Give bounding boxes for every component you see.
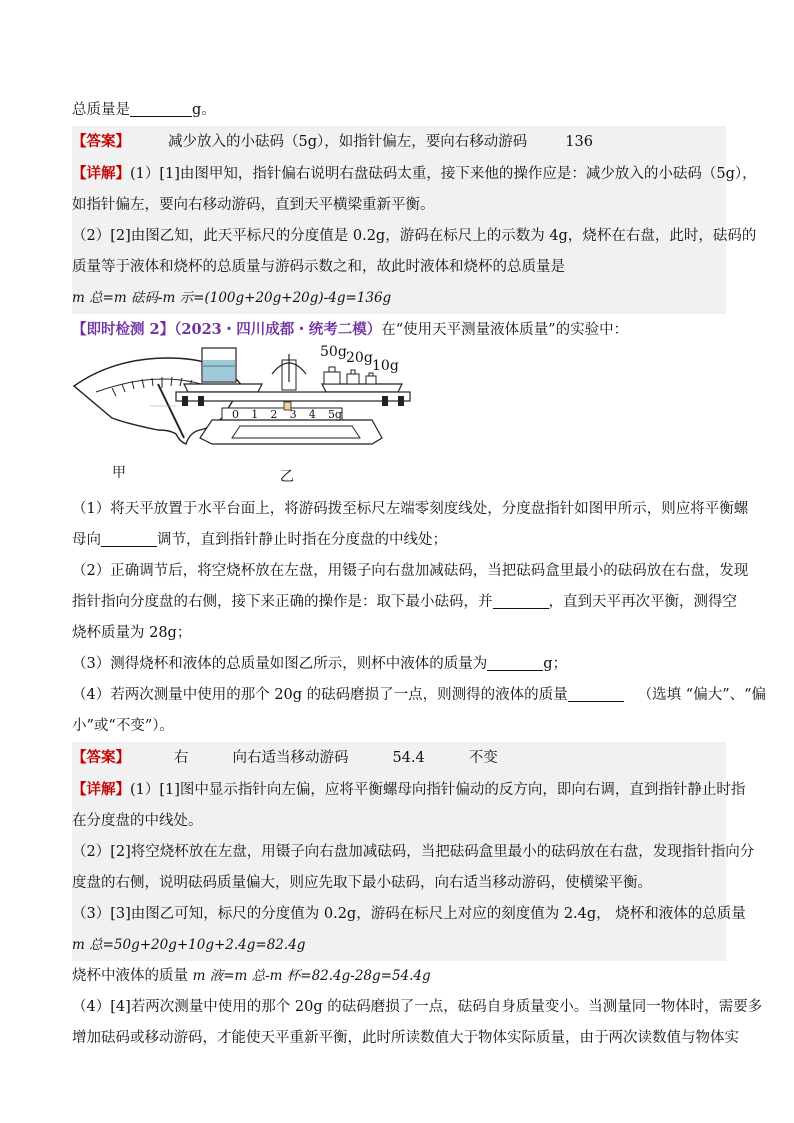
question-line-total-mass: 总质量是 g。	[72, 102, 216, 118]
detail-block: 【详解】(1）[1]由图甲知，指针偏右说明右盘砝码太重，接下来他的操作应是：减少放入的小砝码（5g）， 如指针偏左，要向右移动游码，直到天平横梁重新平衡。 （2）[2]由图乙知，此天平标尺的分度值是 0.2g，游码在标尺上的示数为 4g，烧杯在右盘，此时，砝码的 质量等于液体和烧杯的总质量与游码示数之和，故此时液体和烧杯的总质量是 m 总=m 砝码-m 示=(100g+20g+20g)-4g=136g	[72, 158, 726, 314]
figure-label-yi: 乙	[280, 469, 294, 485]
document-page: 总质量是 g。 【答案】 减少放入的小砝码（5g），如指针偏左，要向右移动游码 136 【详解】(1）[1]由图甲知，指针偏右说明右盘砝码太重，接下来他的操作应是：减少放入的小砝码（5g）， 如指针偏左，要向右移动游码，直到天平横梁重新平衡。 （2）[2]由图乙知，此天平标尺的分度值是 0.2g，游码在标尺上的示数为 4g，烧杯在右盘，此时，砝码的 质量等于液体和烧杯的总质量与游码示数之和，故此时液体和烧杯的总质量是 m 总=m 砝码-m 示=(100g+20g+20g)-4g=136g 【即时检测 2】（2023・四川成都・统考二模）在“使用天平测量液体质量”的实验中： 50g 20g 10g 0 1 2 3 4 5g 甲 乙 （1）将天平放置于水平台面上，将游码拨至标尺左端零刻度线处，分度盘指针如图甲所示，则应将平衡螺 母向 调节，直到指针静止时指在分度盘的中线处； （2）正确调节后，将空烧杯放在左盘，用镊子向右盘加减砝码，当把砝码盒里最小的砝码放在右盘，发现 指针指向分度盘的右侧，接下来正确的操作是：取下最小砝码，并 ，直到天平再次平衡，测得空 烧杯质量为 28g； （3）测得烧杯和液体的总质量如图乙所示，则杯中液体的质量为 g； （4）若两次测量中使用的那个 20g 的砝码磨损了一点，则测得的液体的质量 （选填 “偏大”、“偏 小”或“不变”）。 【答案】 右 向右适当移动游码 54.4 不变 【详解】(1）[1]图中显示指针向左偏，应将平衡螺母向指针偏动的反方向，即向右调，直到指针静止时指 在分度盘的中线处。 （2）[2]将空烧杯放在左盘，用镊子向右盘加减砝码，当把砝码盒里最小的砝码放在右盘，发现指针指向分 度盘的右侧，说明砝码质量偏大，则应先取下最小砝码，向右适当移动游码，使横梁平衡。 （3）[3]由图乙可知，标尺的分度值为 0.2g，游码在标尺上对应的刻度值为 2.4g， 烧杯和液体的总质量 m 总=50g+20g+10g+2.4g=82.4g 烧杯中液体的质量 m 液=m 总-m 杯=82.4g-28g=54.4g （4）[4]若两次测量中使用的那个 20g 的砝码磨损了一点，砝码自身质量变小。当测量同一物体时，需要多 增加砝码或移动游码，才能使天平重新平衡，此时所读数值大于物体实际质量，由于两次读数值与物体实	[72, 95, 726, 1054]
answer-row-2: 【答案】 右 向右适当移动游码 54.4 不变	[72, 742, 726, 774]
answer-blank	[487, 654, 543, 671]
formula-total-mass: m 总=m 砝码-m 示=(100g+20g+20g)-4g=136g	[72, 290, 392, 306]
detail-label: 【详解】	[72, 165, 130, 182]
answer-blank	[101, 530, 157, 547]
quiz-tag: 【即时检测 2】（2023・四川成都・统考二模）	[72, 321, 382, 338]
balance-illustration	[72, 346, 726, 494]
answer-row: 【答案】 减少放入的小砝码（5g），如指针偏左，要向右移动游码 136	[72, 126, 726, 158]
figure-label-jia: 甲	[112, 465, 126, 481]
answer-blank	[130, 100, 192, 117]
weight-label-50g: 50g	[320, 344, 347, 360]
answer-label: 【答案】	[72, 749, 130, 766]
figure-balance	[72, 346, 726, 494]
answer-blank	[493, 592, 549, 609]
quiz-heading: 【即时检测 2】（2023・四川成都・统考二模）在“使用天平测量液体质量”的实验中：	[72, 321, 629, 338]
answer-label: 【答案】	[72, 133, 130, 150]
scale-tick-labels: 0 1 2 3 4 5g	[232, 408, 342, 421]
answer-blank	[568, 685, 624, 702]
question-block: （1）将天平放置于水平台面上，将游码拨至标尺左端零刻度线处，分度盘指针如图甲所示，则应将平衡螺 母向 调节，直到指针静止时指在分度盘的中线处； （2）正确调节后，将空烧杯放在左盘，用镊子向右盘加减砝码，当把砝码盒里最小的砝码放在右盘，发现 指针指向分度盘的右侧，接下来正确的操作是：取下最小砝码，并 ，直到天平再次平衡，测得空 烧杯质量为 28g； （3）测得烧杯和液体的总质量如图乙所示，则杯中液体的质量为 g； （4）若两次测量中使用的那个 20g 的砝码磨损了一点，则测得的液体的质量 （选填 “偏大”、“偏 小”或“不变”）。	[72, 501, 767, 734]
weight-label-20g: 20g	[346, 350, 373, 366]
formula-total-mass-2: m 总=50g+20g+10g+2.4g=82.4g	[72, 937, 306, 953]
detail-block-2: 【详解】(1）[1]图中显示指针向左偏，应将平衡螺母向指针偏动的反方向，即向右调，直到指针静止时指 在分度盘的中线处。 （2）[2]将空烧杯放在左盘，用镊子向右盘加减砝码，当把砝码盒里最小的砝码放在右盘，发现指针指向分 度盘的右侧，说明砝码质量偏大，则应先取下最小砝码，向右适当移动游码，使横梁平衡。 （3）[3]由图乙可知，标尺的分度值为 0.2g，游码在标尺上对应的刻度值为 2.4g， 烧杯和液体的总质量 m 总=50g+20g+10g+2.4g=82.4g	[72, 774, 726, 961]
liquid-mass-line: 烧杯中液体的质量 m 液=m 总-m 杯=82.4g-28g=54.4g	[72, 968, 431, 984]
weight-label-10g: 10g	[372, 358, 399, 374]
formula-liquid-mass: m 液=m 总-m 杯=82.4g-28g=54.4g	[192, 968, 431, 984]
detail-label: 【详解】	[72, 781, 130, 798]
